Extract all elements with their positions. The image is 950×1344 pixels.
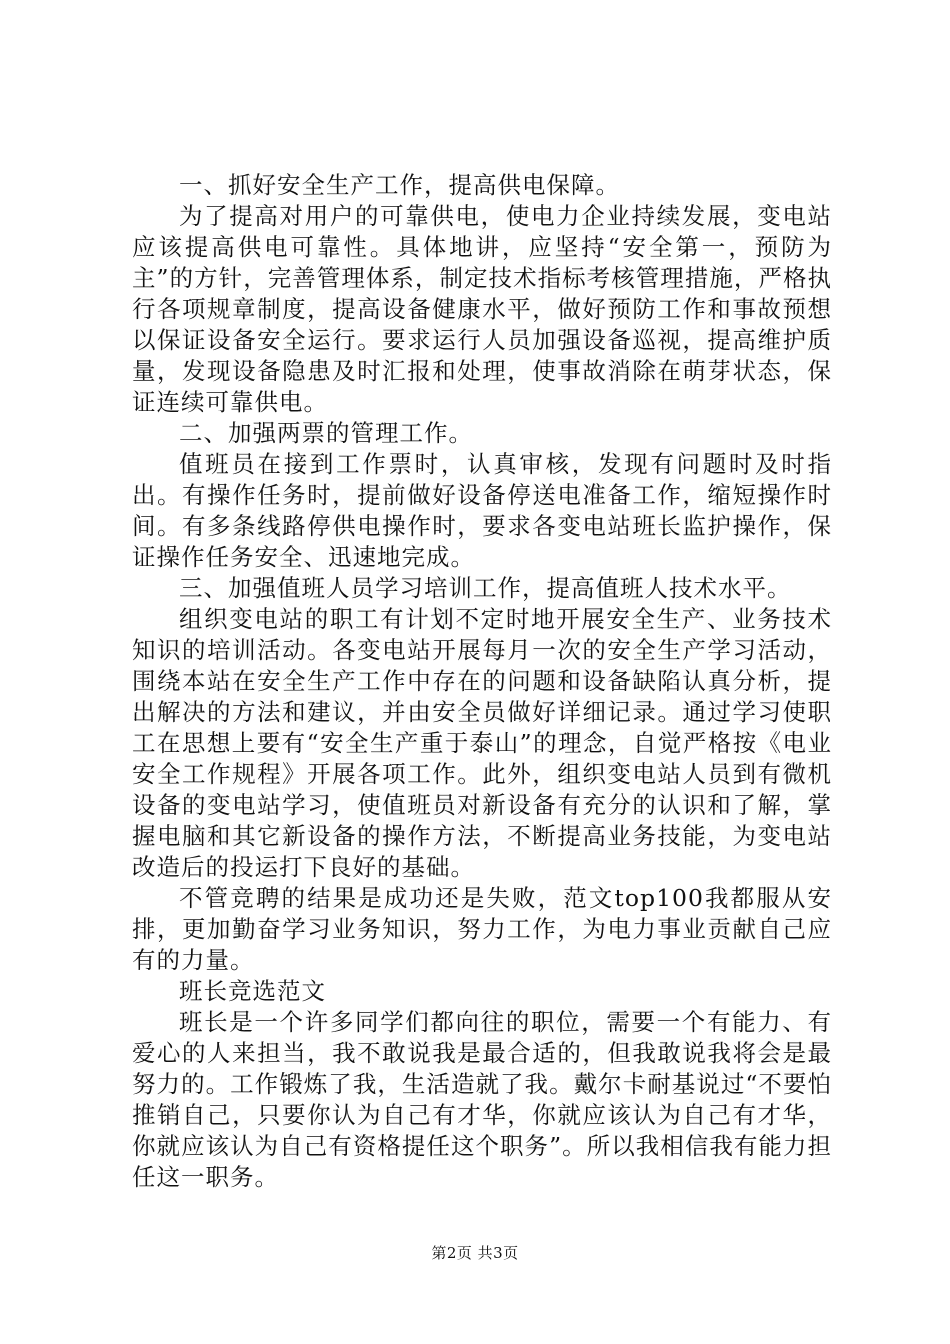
article-title: 班长竞选范文	[179, 977, 326, 1005]
paragraph-4: 不管竞聘的结果是成功还是失败，范文top100我都服从安排，更加勤奋学习业务知识，努力工作，为电力事业贡献自己应有的力量。	[132, 884, 832, 974]
paragraph-3: 组织变电站的职工有计划不定时地开展安全生产、业务技术知识的培训活动。各变电站开展每月一次的安全生产学习活动，围绕本站在安全生产工作中存在的问题和设备缺陷认真分析，提出解决的方法和建议，并由安全员做好详细记录。通过学习使职工在思想上要有“安全生产重于泰山”的理念，自觉严格按《电业安全工作规程》开展各项工作。此外，组织变电站人员到有微机设备的变电站学习，使值班员对新设备有充分的认识和了解，掌握电脑和其它新设备的操作方法，不断提高业务技能，为变电站改造后的投运打下良好的基础。	[132, 605, 832, 881]
document-body	[132, 170, 832, 1193]
paragraph-2: 值班员在接到工作票时，认真审核，发现有问题时及时指出。有操作任务时，提前做好设备停送电准备工作，缩短操作时间。有多条线路停供电操作时，要求各变电站班长监护操作，保证操作任务安全、迅速地完成。	[132, 450, 832, 571]
page-number-footer: 第2页 共3页	[431, 1244, 519, 1262]
paragraph-1: 为了提高对用户的可靠供电，使电力企业持续发展，变电站应该提高供电可靠性。具体地讲，应坚持“安全第一，预防为主”的方针，完善管理体系，制定技术指标考核管理措施，严格执行各项规章制度，提高设备健康水平，做好预防工作和事故预想以保证设备安全运行。要求运行人员加强设备巡视，提高维护质量，发现设备隐患及时汇报和处理，使事故消除在萌芽状态，保证连续可靠供电。	[132, 202, 832, 416]
section-heading-2: 二、加强两票的管理工作。	[179, 419, 473, 447]
paragraph-5: 班长是一个许多同学们都向往的职位，需要一个有能力、有爱心的人来担当，我不敢说我是最合适的，但我敢说我将会是最努力的。工作锻炼了我，生活造就了我。戴尔卡耐基说过“不要怕推销自己，只要你认为自己有才华，你就应该认为自己有才华，你就应该认为自己有资格提任这个职务”。所以我相信我有能力担任这一职务。	[132, 1008, 832, 1191]
section-heading-1: 一、抓好安全生产工作，提高供电保障。	[179, 171, 620, 199]
section-heading-3: 三、加强值班人员学习培训工作，提高值班人技术水平。	[179, 574, 792, 602]
